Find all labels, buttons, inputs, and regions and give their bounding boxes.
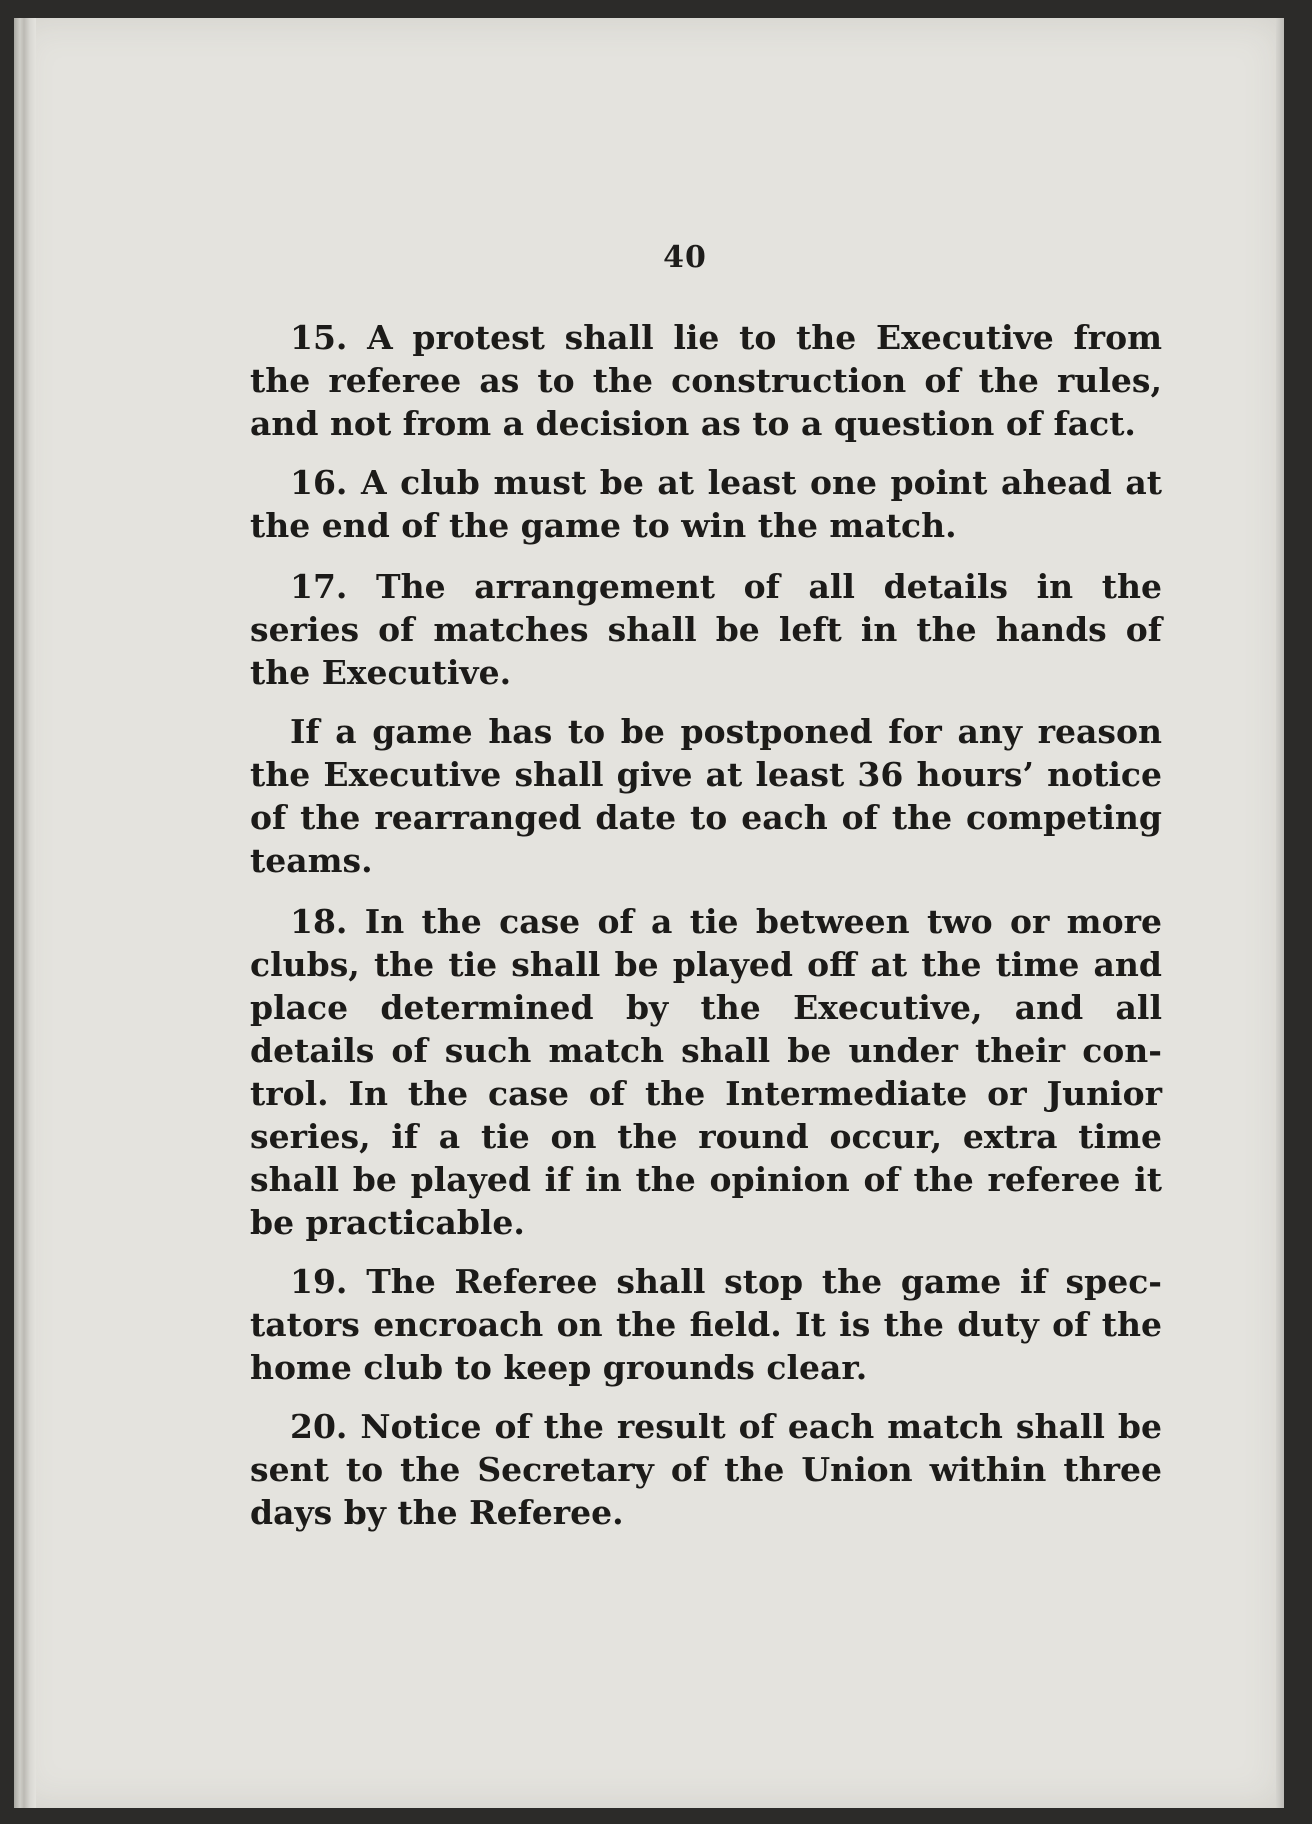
rule-19-paragraph: 19. The Referee shall stop the game if spec-tators encroach on the field. It is the duty of the home club to keep grounds clear. [250, 1262, 1162, 1387]
rule-18-paragraph: 18. In the case of a tie between two or more clubs, the tie shall be played off at the time and place determined by the Executive, and all details of such match shall be under their con-trol. In the case of the Intermediate or Junior series, if a tie on the round occur, extra time shall be played if in the opinion of the referee it be practicable. [250, 902, 1162, 1242]
page-edge-right [1276, 18, 1284, 1808]
rule-15-paragraph: 15. A protest shall lie to the Executive from the referee as to the construction of the rules, and not from a decision as to a question of fact. [250, 318, 1162, 443]
page-number: 40 [663, 240, 707, 275]
rule-17-postponement-paragraph: If a game has to be postponed for any reason the Executive shall give at least 36 hours’ notice of the rearranged date to each of the competing teams. [250, 712, 1162, 880]
rule-16-paragraph: 16. A club must be at least one point ahead at the end of the game to win the match. [250, 463, 1162, 545]
rule-20-paragraph: 20. Notice of the result of each match shall be sent to the Secretary of the Union within three days by the Referee. [250, 1407, 1162, 1532]
page-text [250, 316, 1162, 1550]
page-edge-left [14, 18, 36, 1808]
book-page [14, 18, 1284, 1808]
rule-17-paragraph: 17. The arrangement of all details in the series of matches shall be left in the hands of the Executive. [250, 567, 1162, 692]
